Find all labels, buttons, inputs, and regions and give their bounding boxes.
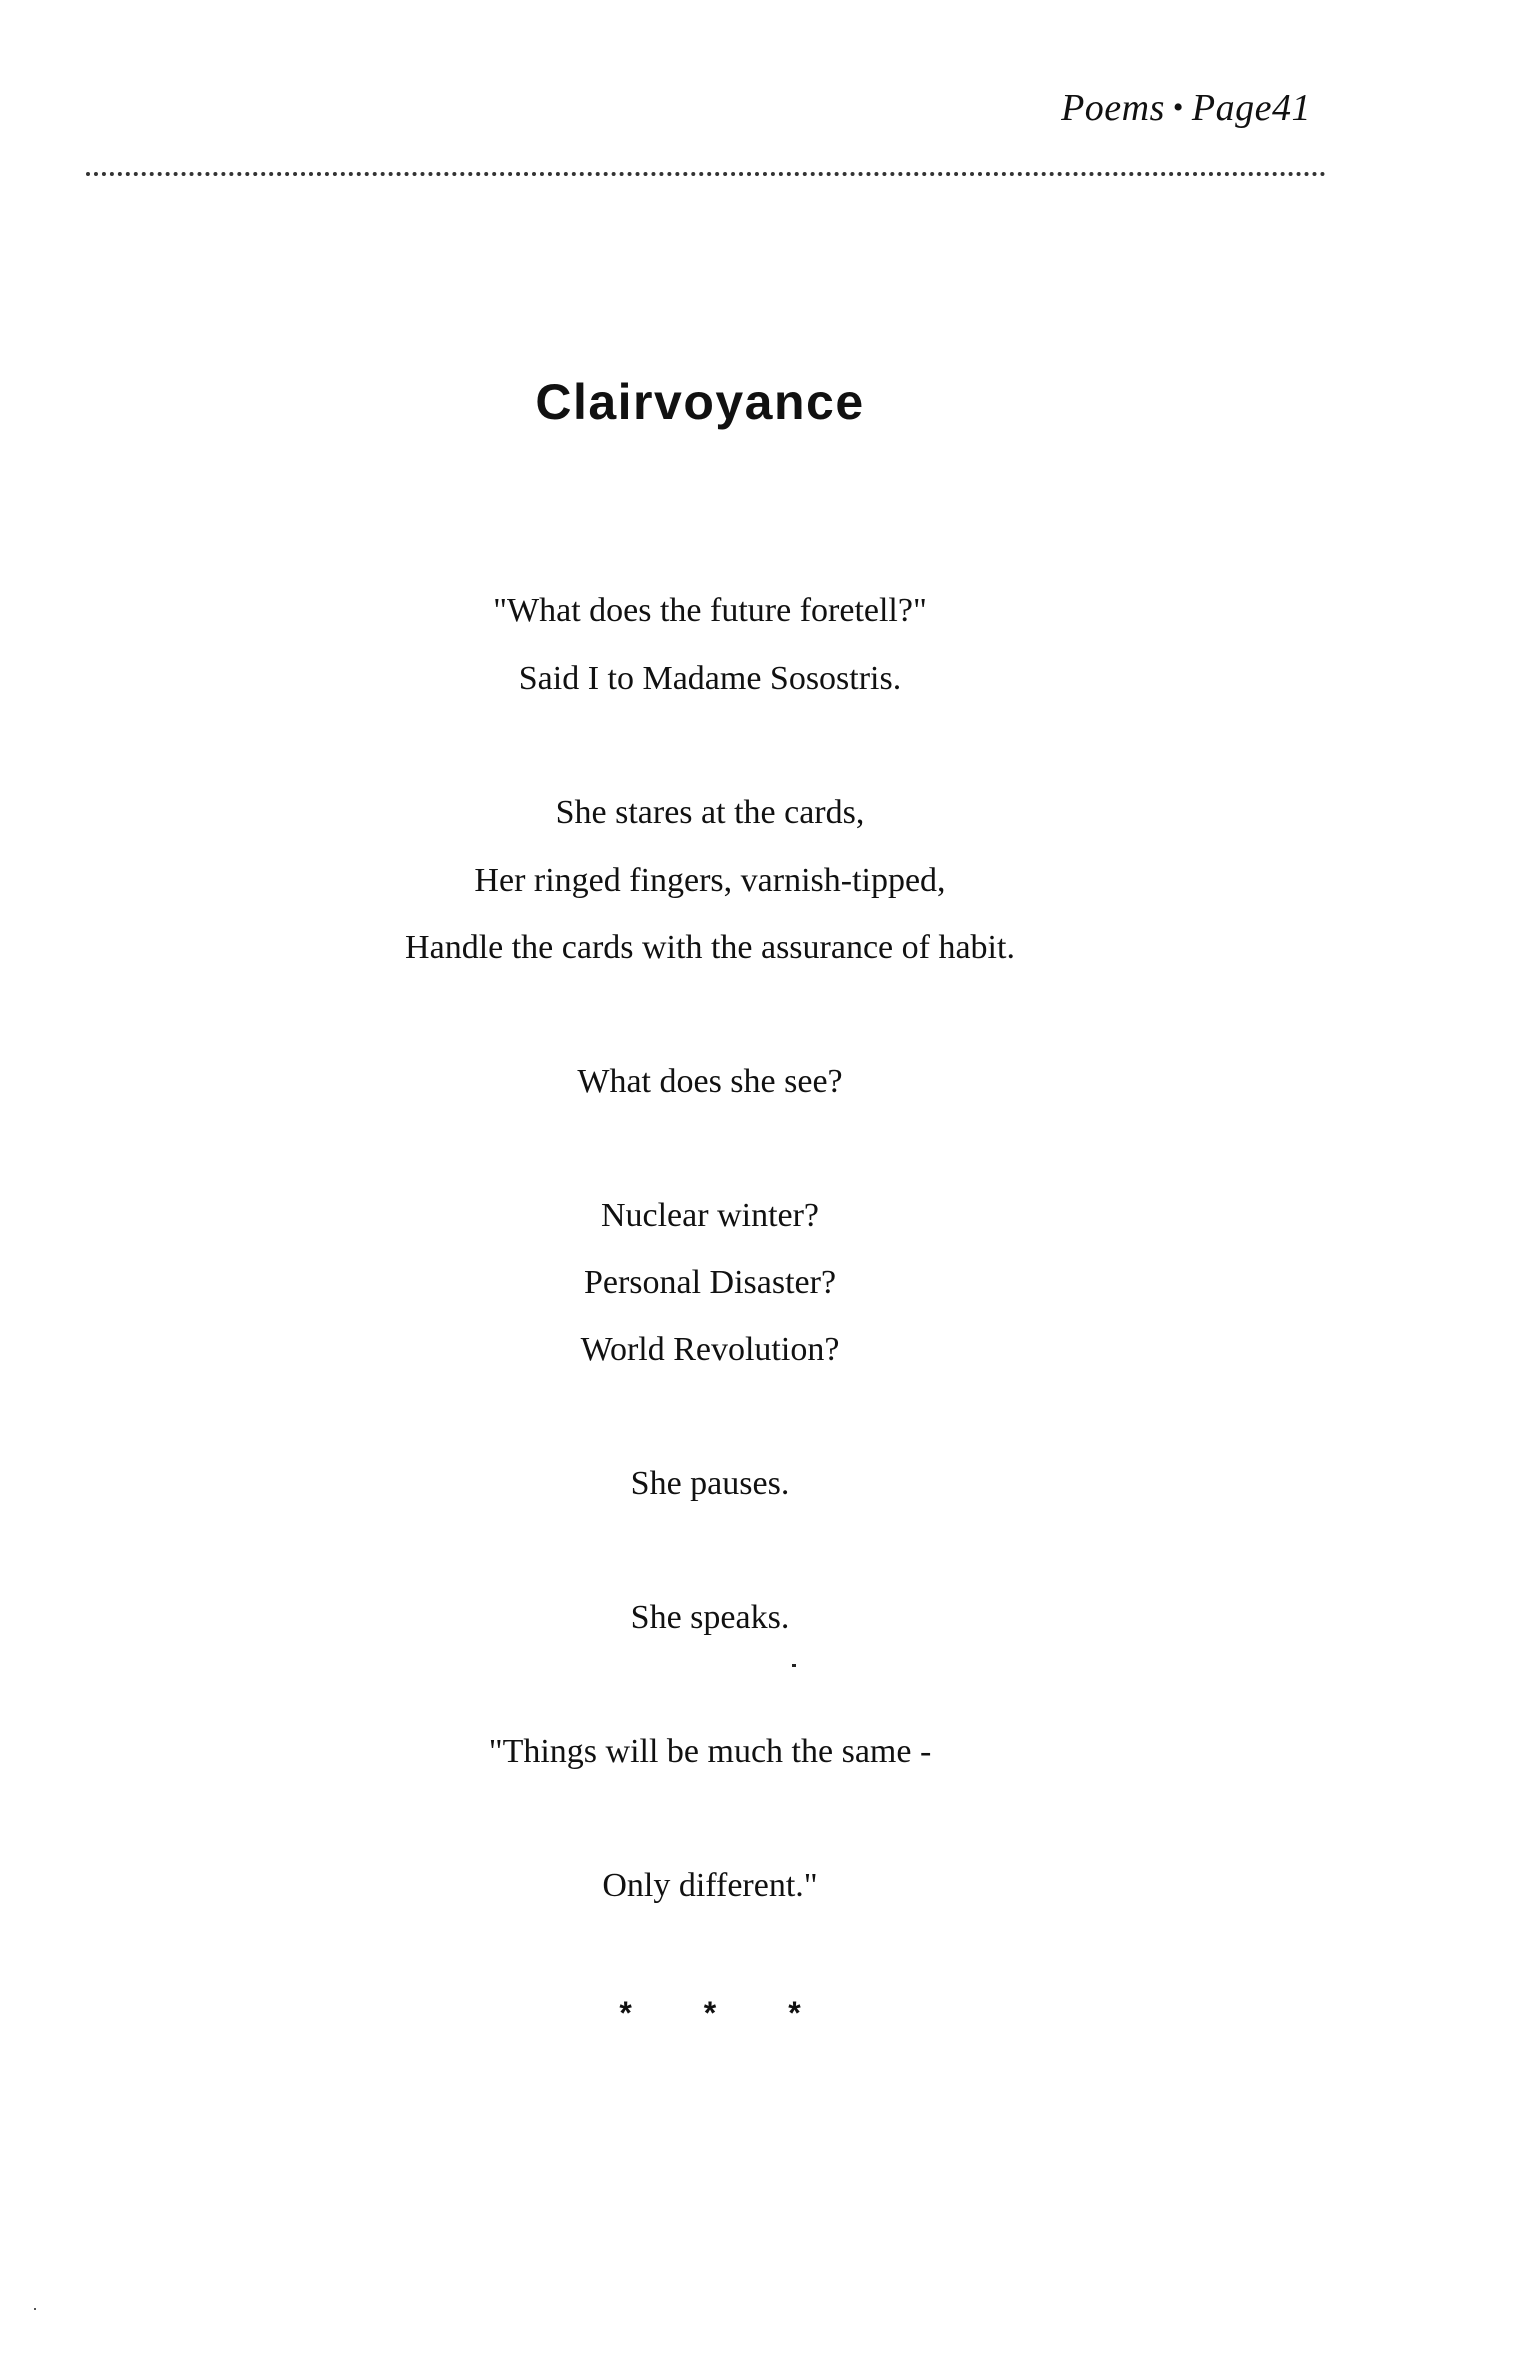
poem-line: Her ringed fingers, varnish-tipped,	[474, 862, 946, 899]
stray-ink-mark	[792, 1664, 796, 1667]
header-separator: •	[1172, 91, 1184, 124]
poem-line: She pauses.	[630, 1465, 790, 1502]
running-header	[1061, 86, 1311, 130]
poem-line: "What does the future foretell?"	[493, 592, 927, 629]
poem-line: "Things will be much the same -	[488, 1733, 932, 1770]
dotted-divider	[86, 172, 1326, 176]
header-section: Poems	[1061, 87, 1165, 129]
asterisk: *	[788, 1995, 801, 2031]
asterisk: *	[619, 1995, 632, 2031]
poem-line: She speaks.	[630, 1599, 790, 1636]
poem-line: Personal Disaster?	[583, 1264, 837, 1301]
poem-line: Only different."	[602, 1867, 818, 1904]
poem-line: Handle the cards with the assurance of habit.	[405, 929, 1015, 966]
section-end-asterisks	[0, 1995, 1420, 2032]
poem-line: World Revolution?	[580, 1331, 840, 1368]
poem-title: Clairvoyance	[535, 374, 865, 430]
poem-line: She stares at the cards,	[555, 794, 865, 831]
poem-line: Said I to Madame Sosostris.	[518, 660, 902, 697]
scan-speck	[34, 2308, 36, 2310]
poem-line: What does she see?	[577, 1063, 843, 1100]
poem-line: Nuclear winter?	[600, 1197, 820, 1234]
header-page-number: Page41	[1191, 87, 1311, 129]
asterisk: *	[703, 1995, 717, 2031]
